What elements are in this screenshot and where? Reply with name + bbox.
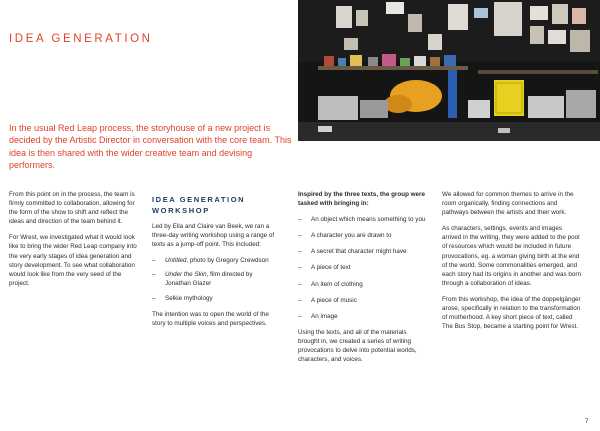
- list-item: – An item of clothing: [298, 280, 426, 289]
- list-item: – A secret that character might have: [298, 247, 426, 256]
- column-4-paragraph-2: As characters, settings, events and images arrived in the writing, they were added to the pool of resources which would be included in future provocations, eg. a woman giving birth at the end of the world. Some commonalities emerged, and each story had its origins in another and was born through a collaboration of ideas.: [442, 225, 581, 287]
- list-item: – An object which means something to you: [298, 215, 426, 224]
- list-item: [152, 256, 278, 265]
- intro-text: In the usual Red Leap process, the storyhouse of a new project is decided by the Artistic Director in conversation with the core team. This idea is then shared with the wider creative team and devising performers.: [9, 123, 292, 171]
- list-item: [152, 270, 278, 288]
- list-item-rest: , film directed by Jonathan Glazer: [165, 271, 253, 288]
- list-item: – A piece of music: [298, 296, 426, 305]
- column-2-paragraph-2: The intention was to open the world of the story to multiple voices and perspectives.: [152, 310, 269, 327]
- column-4-paragraph-1: We allowed for common themes to arrive in the room organically, finding connections and pathways between the artists and their work.: [442, 191, 574, 217]
- column-4-paragraph-3: From this workshop, the idea of the doppelgänger arose, specifically in relation to the transformation of motherhood. A key short piece of text, called The Bus Stop, became a starting point for Wrest.: [442, 295, 581, 331]
- list-item: – An image: [298, 312, 426, 321]
- column-3-heading: Inspired by the three texts, the group were tasked with bringing in:: [298, 191, 426, 208]
- list-item-title: Untitled: [165, 257, 187, 265]
- column-3-paragraph-1: Using the texts, and all of the materials brought in, we created a series of writing provocations to delve into potential worlds, characters, and voices.: [298, 328, 417, 364]
- list-item-title: Under the Skin: [165, 271, 207, 279]
- list-item: – A piece of text: [298, 263, 426, 272]
- workshop-photo: [298, 0, 600, 141]
- page-title: IDEA GENERATION: [9, 33, 153, 45]
- column-1-paragraph-2: For Wrest, we investigated what it would look like to bring the wider Red Leap company into the very early stages of idea generation and story development. To see what collaboration would look like from the very seed of the project.: [9, 234, 137, 287]
- list-item-rest: , photo by Gregory Crewdson: [186, 257, 269, 265]
- list-item: – A character you are drawn to: [298, 231, 426, 240]
- column-3: [298, 190, 426, 371]
- workshop-heading: [152, 194, 278, 216]
- column-2: [152, 222, 278, 335]
- list-item-rest: Selkie mythology: [165, 294, 213, 302]
- materials-list: [298, 215, 426, 321]
- column-1-paragraph-1: From this point on in the process, the team is firmly committed to collaboration, allowing for the form of the show to shift and reflect the ideas and direction of the team behind it.: [9, 191, 135, 226]
- column-1: [9, 190, 139, 295]
- list-item: [152, 294, 278, 303]
- workshop-heading-line-2: WORKSHOP: [152, 206, 210, 215]
- column-2-paragraph-1: Led by Ella and Claire van Beek, we ran a three-day writing workshop using a range of texts as a jump-off point. This included:: [152, 223, 275, 249]
- workshop-heading-line-1: IDEA GENERATION: [152, 195, 246, 204]
- column-4: [442, 190, 582, 338]
- texts-list: [152, 256, 278, 302]
- page-number: 7: [585, 419, 589, 425]
